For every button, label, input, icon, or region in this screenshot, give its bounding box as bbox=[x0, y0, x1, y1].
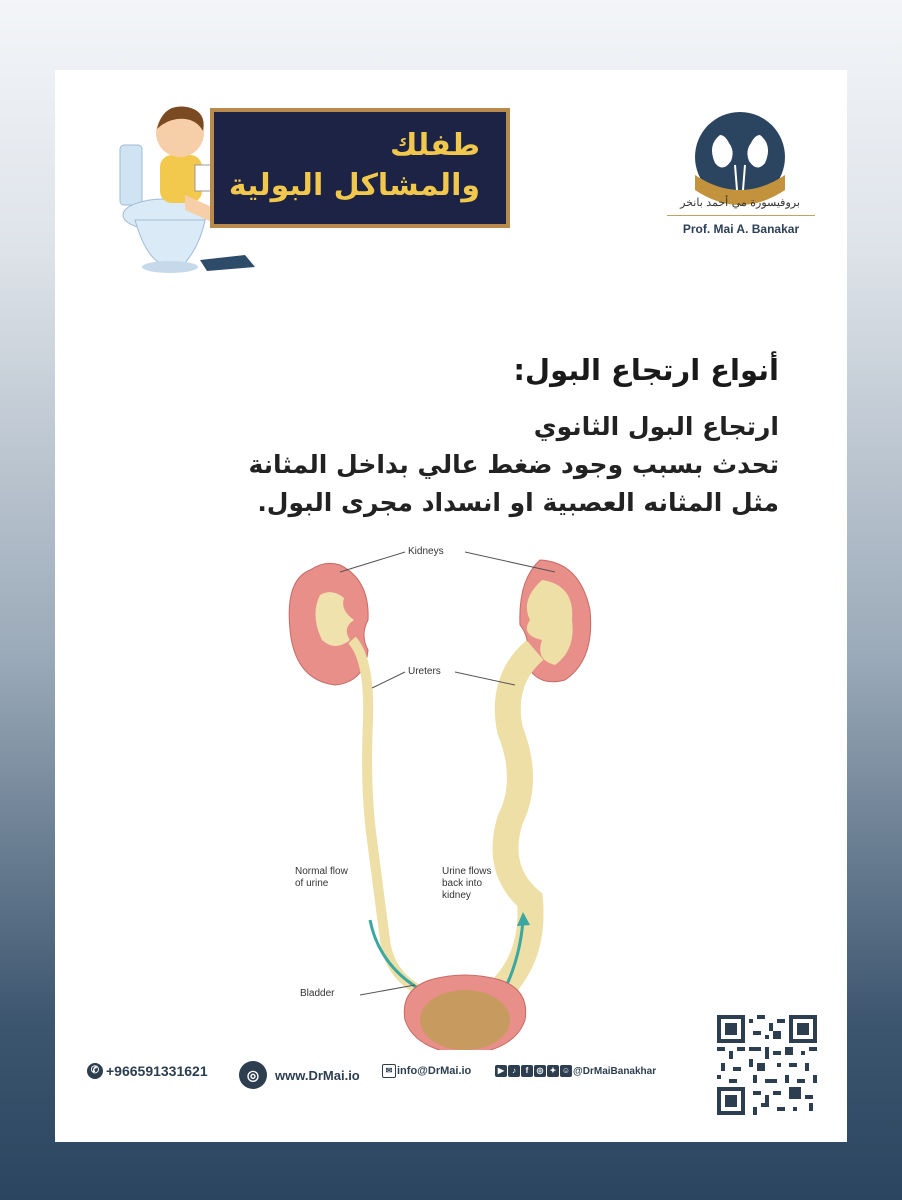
title-banner bbox=[210, 108, 510, 228]
social-handle: @DrMaiBanakhar bbox=[573, 1065, 657, 1077]
banner-title-line2: والمشاكل البولية bbox=[228, 168, 480, 203]
banner-title-line1: طفلك bbox=[389, 128, 480, 163]
twitter-icon: ✦ bbox=[547, 1065, 559, 1077]
logo-divider bbox=[667, 215, 815, 216]
poster-card bbox=[55, 70, 847, 1142]
body-line-3: مثل المثانه العصبية او انسداد مجرى البول. bbox=[257, 488, 779, 517]
label-normal-flow bbox=[295, 866, 348, 890]
mail-icon: ✉ bbox=[382, 1064, 396, 1078]
label-bladder: Bladder bbox=[300, 988, 335, 999]
qr-code[interactable] bbox=[717, 1015, 817, 1115]
tiktok-icon: ♪ bbox=[508, 1065, 520, 1077]
label-normal-flow-line1: Normal flow bbox=[295, 866, 348, 877]
logo-arabic-name: بروفيسورة مي أحمد بانخر bbox=[680, 196, 800, 209]
bladder-urine bbox=[420, 990, 510, 1050]
email-address: info@DrMai.io bbox=[397, 1065, 472, 1077]
banner-title bbox=[229, 126, 480, 206]
label-urine-backflow bbox=[442, 866, 491, 902]
body-line-1: ارتجاع البول الثانوي bbox=[533, 412, 779, 441]
urinary-system-diagram bbox=[280, 540, 620, 1050]
right-ureter-dilated bbox=[495, 650, 535, 995]
website-url: www.DrMai.io bbox=[275, 1067, 360, 1083]
globe-icon: ◎ bbox=[239, 1061, 267, 1089]
label-backflow-line1: Urine flows bbox=[442, 866, 492, 877]
label-kidneys: Kidneys bbox=[408, 546, 444, 557]
label-backflow-line2: back into bbox=[442, 878, 483, 889]
label-normal-flow-line2: of urine bbox=[295, 878, 329, 889]
email-link[interactable] bbox=[382, 1064, 471, 1078]
whatsapp-icon: ✆ bbox=[87, 1063, 103, 1079]
facebook-icon: f bbox=[521, 1065, 533, 1077]
phone-contact[interactable] bbox=[87, 1063, 208, 1079]
youtube-icon: ▶ bbox=[495, 1065, 507, 1077]
logo-english-name: Prof. Mai A. Banakar bbox=[682, 222, 800, 236]
label-ureters: Ureters bbox=[408, 666, 441, 677]
snapchat-icon: ☺ bbox=[561, 1066, 571, 1075]
label-backflow-line3: kidney bbox=[442, 890, 471, 901]
left-ureter bbox=[352, 640, 430, 995]
instagram-icon: ◎ bbox=[534, 1065, 546, 1077]
phone-number: +966591331621 bbox=[106, 1063, 208, 1079]
urinary-diagram-svg bbox=[280, 540, 620, 1050]
section-heading: أنواع ارتجاع البول: bbox=[513, 353, 779, 387]
social-links[interactable] bbox=[495, 1065, 656, 1077]
website-link[interactable] bbox=[239, 1061, 360, 1089]
body-text bbox=[159, 408, 779, 522]
body-line-2: تحدث بسبب وجود ضغط عالي بداخل المثانة bbox=[248, 450, 779, 479]
